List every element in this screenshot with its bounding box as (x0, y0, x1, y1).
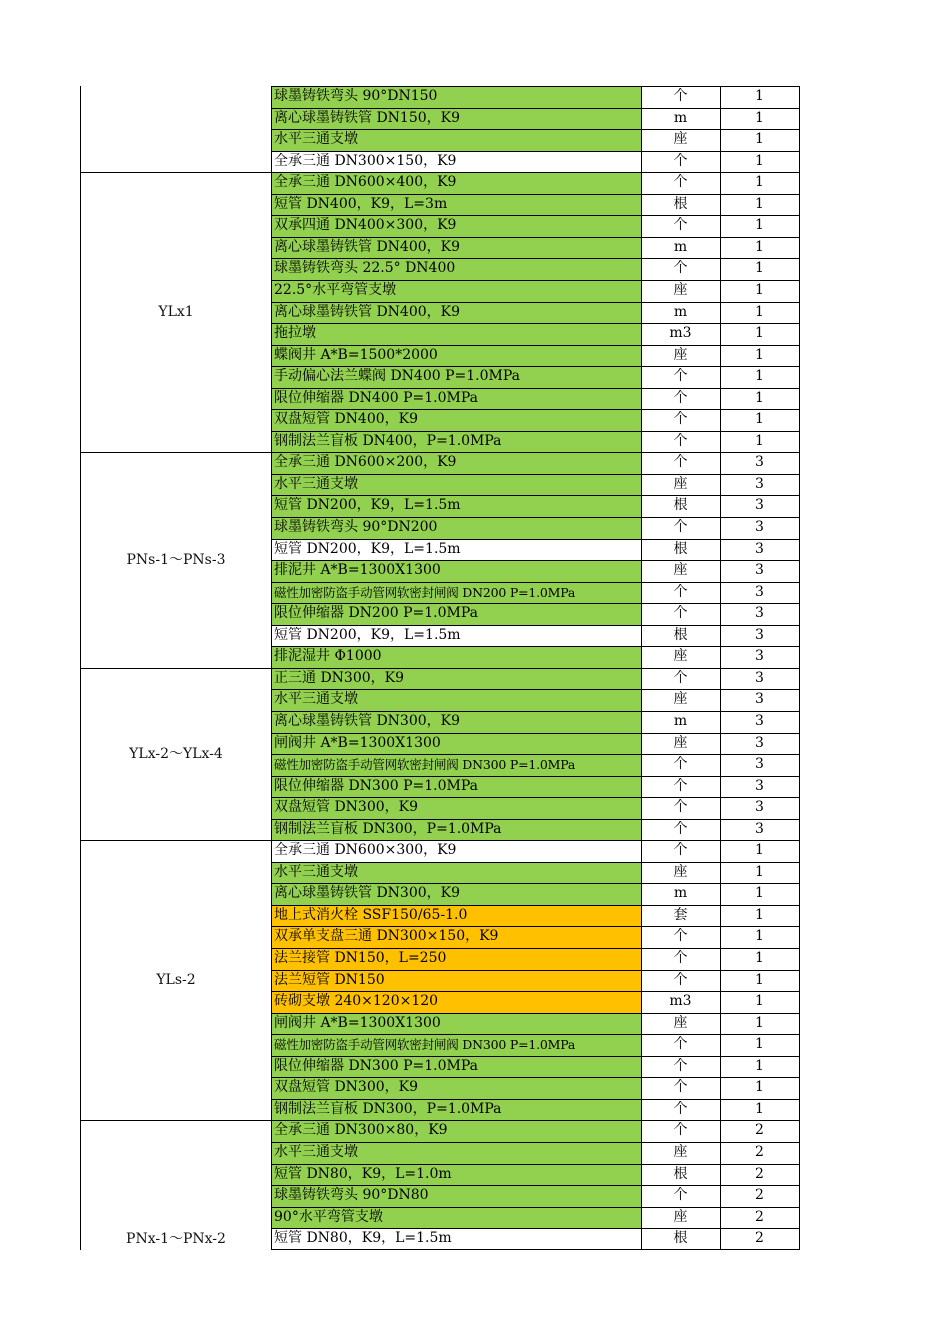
item-name-cell[interactable]: 短管 DN200，K9，L=1.5m (271, 539, 641, 561)
group-separator (80, 452, 271, 453)
unit-cell[interactable]: 个 (673, 669, 688, 686)
quantity-cell[interactable]: 1 (755, 411, 764, 428)
unit-cell[interactable]: 个 (673, 950, 688, 966)
unit-cell[interactable]: 个 (673, 260, 688, 277)
unit-cell[interactable]: 座 (673, 1208, 688, 1225)
unit-cell[interactable]: 个 (673, 174, 688, 191)
unit-cell[interactable]: 座 (673, 346, 688, 363)
unit-cell[interactable]: 个 (673, 411, 688, 428)
unit-cell[interactable]: 个 (673, 217, 688, 234)
item-name-cell[interactable]: 离心球墨铸铁管 DN400，K9 (271, 302, 641, 324)
unit-cell[interactable]: m (673, 238, 688, 255)
quantity-cell[interactable]: 1 (755, 885, 764, 902)
item-name-cell[interactable]: 短管 DN80，K9，L=1.5m (271, 1228, 641, 1250)
unit-cell[interactable]: 根 (673, 626, 688, 643)
item-name-cell[interactable]: 短管 DN80，K9，L=1.0m (271, 1164, 641, 1186)
quantity-cell[interactable]: 1 (755, 303, 764, 320)
unit-cell[interactable]: 座 (673, 131, 688, 148)
group-label: YLs-2 (156, 972, 196, 989)
quantity-cell[interactable]: 3 (755, 519, 764, 535)
item-name-cell[interactable]: 正三通 DN300，K9 (271, 668, 641, 690)
unit-cell[interactable]: 根 (673, 1165, 688, 1182)
item-name-cell[interactable]: 球墨铸铁弯头 90°DN150 (271, 86, 641, 108)
quantity-cell[interactable]: 1 (755, 88, 764, 104)
quantity-cell[interactable]: 3 (755, 648, 764, 665)
item-name-cell[interactable]: 磁性加密防盗手动管网软密封闸阀 DN300 P=1.0MPa (271, 754, 641, 776)
quantity-cell[interactable]: 1 (755, 195, 764, 212)
unit-cell[interactable]: 座 (673, 1143, 688, 1160)
unit-cell[interactable]: 个 (673, 777, 688, 794)
quantity-cell[interactable]: 1 (755, 1036, 764, 1053)
unit-cell[interactable]: 个 (673, 1079, 688, 1096)
item-name-cell[interactable]: 离心球墨铸铁管 DN400，K9 (271, 237, 641, 259)
quantity-cell[interactable]: 2 (755, 1187, 764, 1204)
quantity-cell[interactable]: 2 (755, 1208, 764, 1225)
quantity-cell[interactable]: 1 (755, 1014, 764, 1031)
quantity-cell[interactable]: 2 (755, 1165, 764, 1182)
item-name-cell[interactable]: 球墨铸铁弯头 90°DN80 (271, 1185, 641, 1207)
item-name-cell[interactable]: 球墨铸铁弯头 22.5° DN400 (271, 258, 641, 280)
unit-cell[interactable]: 个 (673, 605, 688, 622)
quantity-cell[interactable]: 1 (755, 993, 764, 1010)
quantity-cell[interactable]: 3 (755, 820, 764, 837)
item-name-cell[interactable]: 钢制法兰盲板 DN300，P=1.0MPa (271, 819, 641, 841)
quantity-cell[interactable]: 3 (755, 734, 764, 751)
item-name-cell[interactable]: 双承单支盘三通 DN300×150，K9 (271, 926, 641, 948)
quantity-cell[interactable]: 3 (755, 756, 764, 773)
item-name-cell[interactable]: 限位伸缩器 DN300 P=1.0MPa (271, 1056, 641, 1078)
quantity-cell[interactable]: 3 (755, 799, 764, 816)
quantity-cell[interactable]: 1 (755, 260, 764, 277)
item-name-cell[interactable]: 离心球墨铸铁管 DN300，K9 (271, 883, 641, 905)
quantity-cell[interactable]: 1 (755, 971, 764, 988)
unit-cell[interactable]: 个 (673, 432, 688, 449)
unit-cell[interactable]: 个 (673, 1122, 688, 1139)
unit-cell[interactable]: 个 (673, 842, 688, 859)
item-name-cell[interactable]: 钢制法兰盲板 DN300，P=1.0MPa (271, 1099, 641, 1121)
quantity-cell[interactable]: 1 (755, 950, 764, 966)
item-name-cell[interactable]: 限位伸缩器 DN200 P=1.0MPa (271, 603, 641, 625)
item-name-cell[interactable]: 双盘短管 DN300，K9 (271, 1077, 641, 1099)
item-name-cell[interactable]: 蝶阀井 A*B=1500*2000 (271, 345, 641, 367)
unit-cell[interactable]: 个 (673, 971, 688, 988)
quantity-cell[interactable]: 3 (755, 583, 764, 600)
item-name-cell[interactable]: 闸阀井 A*B=1300X1300 (271, 733, 641, 755)
unit-cell[interactable]: 个 (673, 583, 688, 600)
item-name-cell[interactable]: 砖砌支墩 240×120×120 (271, 991, 641, 1013)
quantity-cell[interactable]: 2 (755, 1143, 764, 1160)
item-name-cell[interactable]: 拖拉墩 (271, 323, 641, 345)
group-separator (80, 172, 271, 173)
item-name-cell[interactable]: 磁性加密防盗手动管网软密封闸阀 DN300 P=1.0MPa (271, 1034, 641, 1056)
quantity-cell[interactable]: 1 (755, 238, 764, 255)
unit-cell[interactable]: 个 (673, 519, 688, 535)
unit-cell[interactable]: 座 (673, 691, 688, 708)
item-name-cell[interactable]: 地上式消火栓 SSF150/65-1.0 (271, 905, 641, 927)
item-name-cell[interactable]: 全承三通 DN600×300，K9 (271, 840, 641, 862)
group-separator (80, 840, 271, 841)
group-separator (80, 1120, 271, 1121)
unit-cell[interactable]: 座 (673, 1014, 688, 1031)
item-name-cell[interactable]: 磁性加密防盗手动管网软密封闸阀 DN200 P=1.0MPa (271, 582, 641, 604)
item-name-cell[interactable]: 全承三通 DN600×200，K9 (271, 452, 641, 474)
item-name-cell[interactable]: 法兰短管 DN150 (271, 970, 641, 992)
quantity-cell[interactable]: 1 (755, 174, 764, 191)
quantity-cell[interactable]: 3 (755, 691, 764, 708)
item-name-cell[interactable]: 水平三通支墩 (271, 474, 641, 496)
unit-cell[interactable]: 座 (673, 281, 688, 298)
quantity-cell[interactable]: 3 (755, 605, 764, 622)
unit-cell[interactable]: 座 (673, 734, 688, 751)
group-separator (80, 668, 271, 669)
quantity-cell[interactable]: 3 (755, 626, 764, 643)
unit-cell[interactable]: m (673, 885, 688, 902)
unit-cell[interactable]: 个 (673, 454, 688, 471)
quantity-cell[interactable]: 1 (755, 842, 764, 859)
item-name-cell[interactable]: 水平三通支墩 (271, 1142, 641, 1164)
unit-cell[interactable]: 个 (673, 799, 688, 816)
quantity-cell[interactable]: 3 (755, 562, 764, 579)
item-name-cell[interactable]: 排泥湿井 Φ1000 (271, 646, 641, 668)
item-name-cell[interactable]: 手动偏心法兰蝶阀 DN400 P=1.0MPa (271, 366, 641, 388)
unit-cell[interactable]: 个 (673, 389, 688, 406)
item-name-cell[interactable]: 水平三通支墩 (271, 689, 641, 711)
item-name-cell[interactable]: 限位伸缩器 DN300 P=1.0MPa (271, 776, 641, 798)
quantity-cell[interactable]: 1 (755, 928, 764, 945)
item-name-cell[interactable]: 22.5°水平弯管支墩 (271, 280, 641, 302)
item-name-cell[interactable]: 短管 DN200，K9，L=1.5m (271, 625, 641, 647)
quantity-cell[interactable]: 1 (755, 217, 764, 234)
quantity-cell[interactable]: 2 (755, 1230, 764, 1247)
item-name-cell[interactable]: 双盘短管 DN300，K9 (271, 797, 641, 819)
item-name-cell[interactable]: 钢制法兰盲板 DN400，P=1.0MPa (271, 431, 641, 453)
item-name-cell[interactable]: 双承四通 DN400×300，K9 (271, 215, 641, 237)
quantity-cell[interactable]: 1 (755, 389, 764, 406)
unit-cell[interactable]: 个 (673, 756, 688, 773)
quantity-cell[interactable]: 1 (755, 346, 764, 363)
unit-cell[interactable]: 座 (673, 475, 688, 492)
unit-cell[interactable]: 个 (673, 1036, 688, 1053)
item-name-cell[interactable]: 短管 DN400，K9，L=3m (271, 194, 641, 216)
unit-cell[interactable]: 套 (673, 906, 688, 923)
unit-cell[interactable]: 座 (673, 863, 688, 880)
quantity-cell[interactable]: 1 (755, 152, 764, 169)
unit-cell[interactable]: 个 (673, 820, 688, 837)
unit-cell[interactable]: m (673, 109, 688, 126)
quantity-cell[interactable]: 3 (755, 669, 764, 686)
unit-cell[interactable]: m3 (669, 993, 692, 1010)
quantity-cell[interactable]: 3 (755, 454, 764, 471)
unit-cell[interactable]: 根 (673, 540, 688, 557)
quantity-cell[interactable]: 1 (755, 281, 764, 298)
column-gridline (799, 86, 800, 1250)
quantity-cell[interactable]: 3 (755, 497, 764, 514)
column-gridline (720, 86, 721, 1250)
item-name-cell[interactable]: 法兰接管 DN150，L=250 (271, 948, 641, 970)
item-name-cell[interactable]: 双盘短管 DN400，K9 (271, 409, 641, 431)
item-name-cell[interactable]: 排泥井 A*B=1300X1300 (271, 560, 641, 582)
quantity-cell[interactable]: 1 (755, 368, 764, 385)
unit-cell[interactable]: m (673, 712, 688, 729)
unit-cell[interactable]: 根 (673, 1230, 688, 1247)
unit-cell[interactable]: 个 (673, 88, 688, 104)
column-gridline (271, 86, 272, 1250)
quantity-cell[interactable]: 2 (755, 1122, 764, 1139)
unit-cell[interactable]: 根 (673, 497, 688, 514)
item-name-cell[interactable]: 全承三通 DN300×80，K9 (271, 1120, 641, 1142)
item-name-cell[interactable]: 球墨铸铁弯头 90°DN200 (271, 517, 641, 539)
item-name-cell[interactable]: 离心球墨铸铁管 DN150，K9 (271, 108, 641, 130)
unit-cell[interactable]: m (673, 303, 688, 320)
quantity-cell[interactable]: 1 (755, 131, 764, 148)
quantity-cell[interactable]: 1 (755, 1100, 764, 1117)
group-label: PNx-1～PNx-2 (126, 1230, 226, 1247)
group-label: YLx-2～YLx-4 (129, 746, 223, 763)
quantity-cell[interactable]: 1 (755, 432, 764, 449)
quantity-cell[interactable]: 1 (755, 863, 764, 880)
quantity-cell[interactable]: 3 (755, 712, 764, 729)
unit-cell[interactable]: 个 (673, 368, 688, 385)
item-name-cell[interactable]: 水平三通支墩 (271, 129, 641, 151)
unit-cell[interactable]: m3 (669, 325, 692, 342)
unit-cell[interactable]: 座 (673, 648, 688, 665)
column-gridline (641, 86, 642, 1250)
quantity-cell[interactable]: 1 (755, 109, 764, 126)
item-name-cell[interactable]: 短管 DN200，K9，L=1.5m (271, 495, 641, 517)
quantity-cell[interactable]: 3 (755, 540, 764, 557)
quantity-cell[interactable]: 3 (755, 475, 764, 492)
unit-cell[interactable]: 个 (673, 928, 688, 945)
quantity-cell[interactable]: 1 (755, 1079, 764, 1096)
unit-cell[interactable]: 个 (673, 1057, 688, 1074)
item-name-cell[interactable]: 水平三通支墩 (271, 862, 641, 884)
unit-cell[interactable]: 座 (673, 562, 688, 579)
unit-cell[interactable]: 个 (673, 1100, 688, 1117)
quantity-cell[interactable]: 1 (755, 906, 764, 923)
item-name-cell[interactable]: 限位伸缩器 DN400 P=1.0MPa (271, 388, 641, 410)
item-name-cell[interactable]: 全承三通 DN600×400，K9 (271, 172, 641, 194)
quantity-cell[interactable]: 1 (755, 325, 764, 342)
quantity-cell[interactable]: 1 (755, 1057, 764, 1074)
item-name-cell[interactable]: 离心球墨铸铁管 DN300，K9 (271, 711, 641, 733)
item-name-cell[interactable]: 闸阀井 A*B=1300X1300 (271, 1013, 641, 1035)
unit-cell[interactable]: 个 (673, 1187, 688, 1204)
unit-cell[interactable]: 个 (673, 152, 688, 169)
group-label: YLx1 (158, 304, 194, 321)
item-name-cell[interactable]: 全承三通 DN300×150，K9 (271, 151, 641, 173)
group-label: PNs-1～PNs-3 (126, 552, 226, 569)
item-name-cell[interactable]: 90°水平弯管支墩 (271, 1207, 641, 1229)
quantity-cell[interactable]: 3 (755, 777, 764, 794)
unit-cell[interactable]: 根 (673, 195, 688, 212)
